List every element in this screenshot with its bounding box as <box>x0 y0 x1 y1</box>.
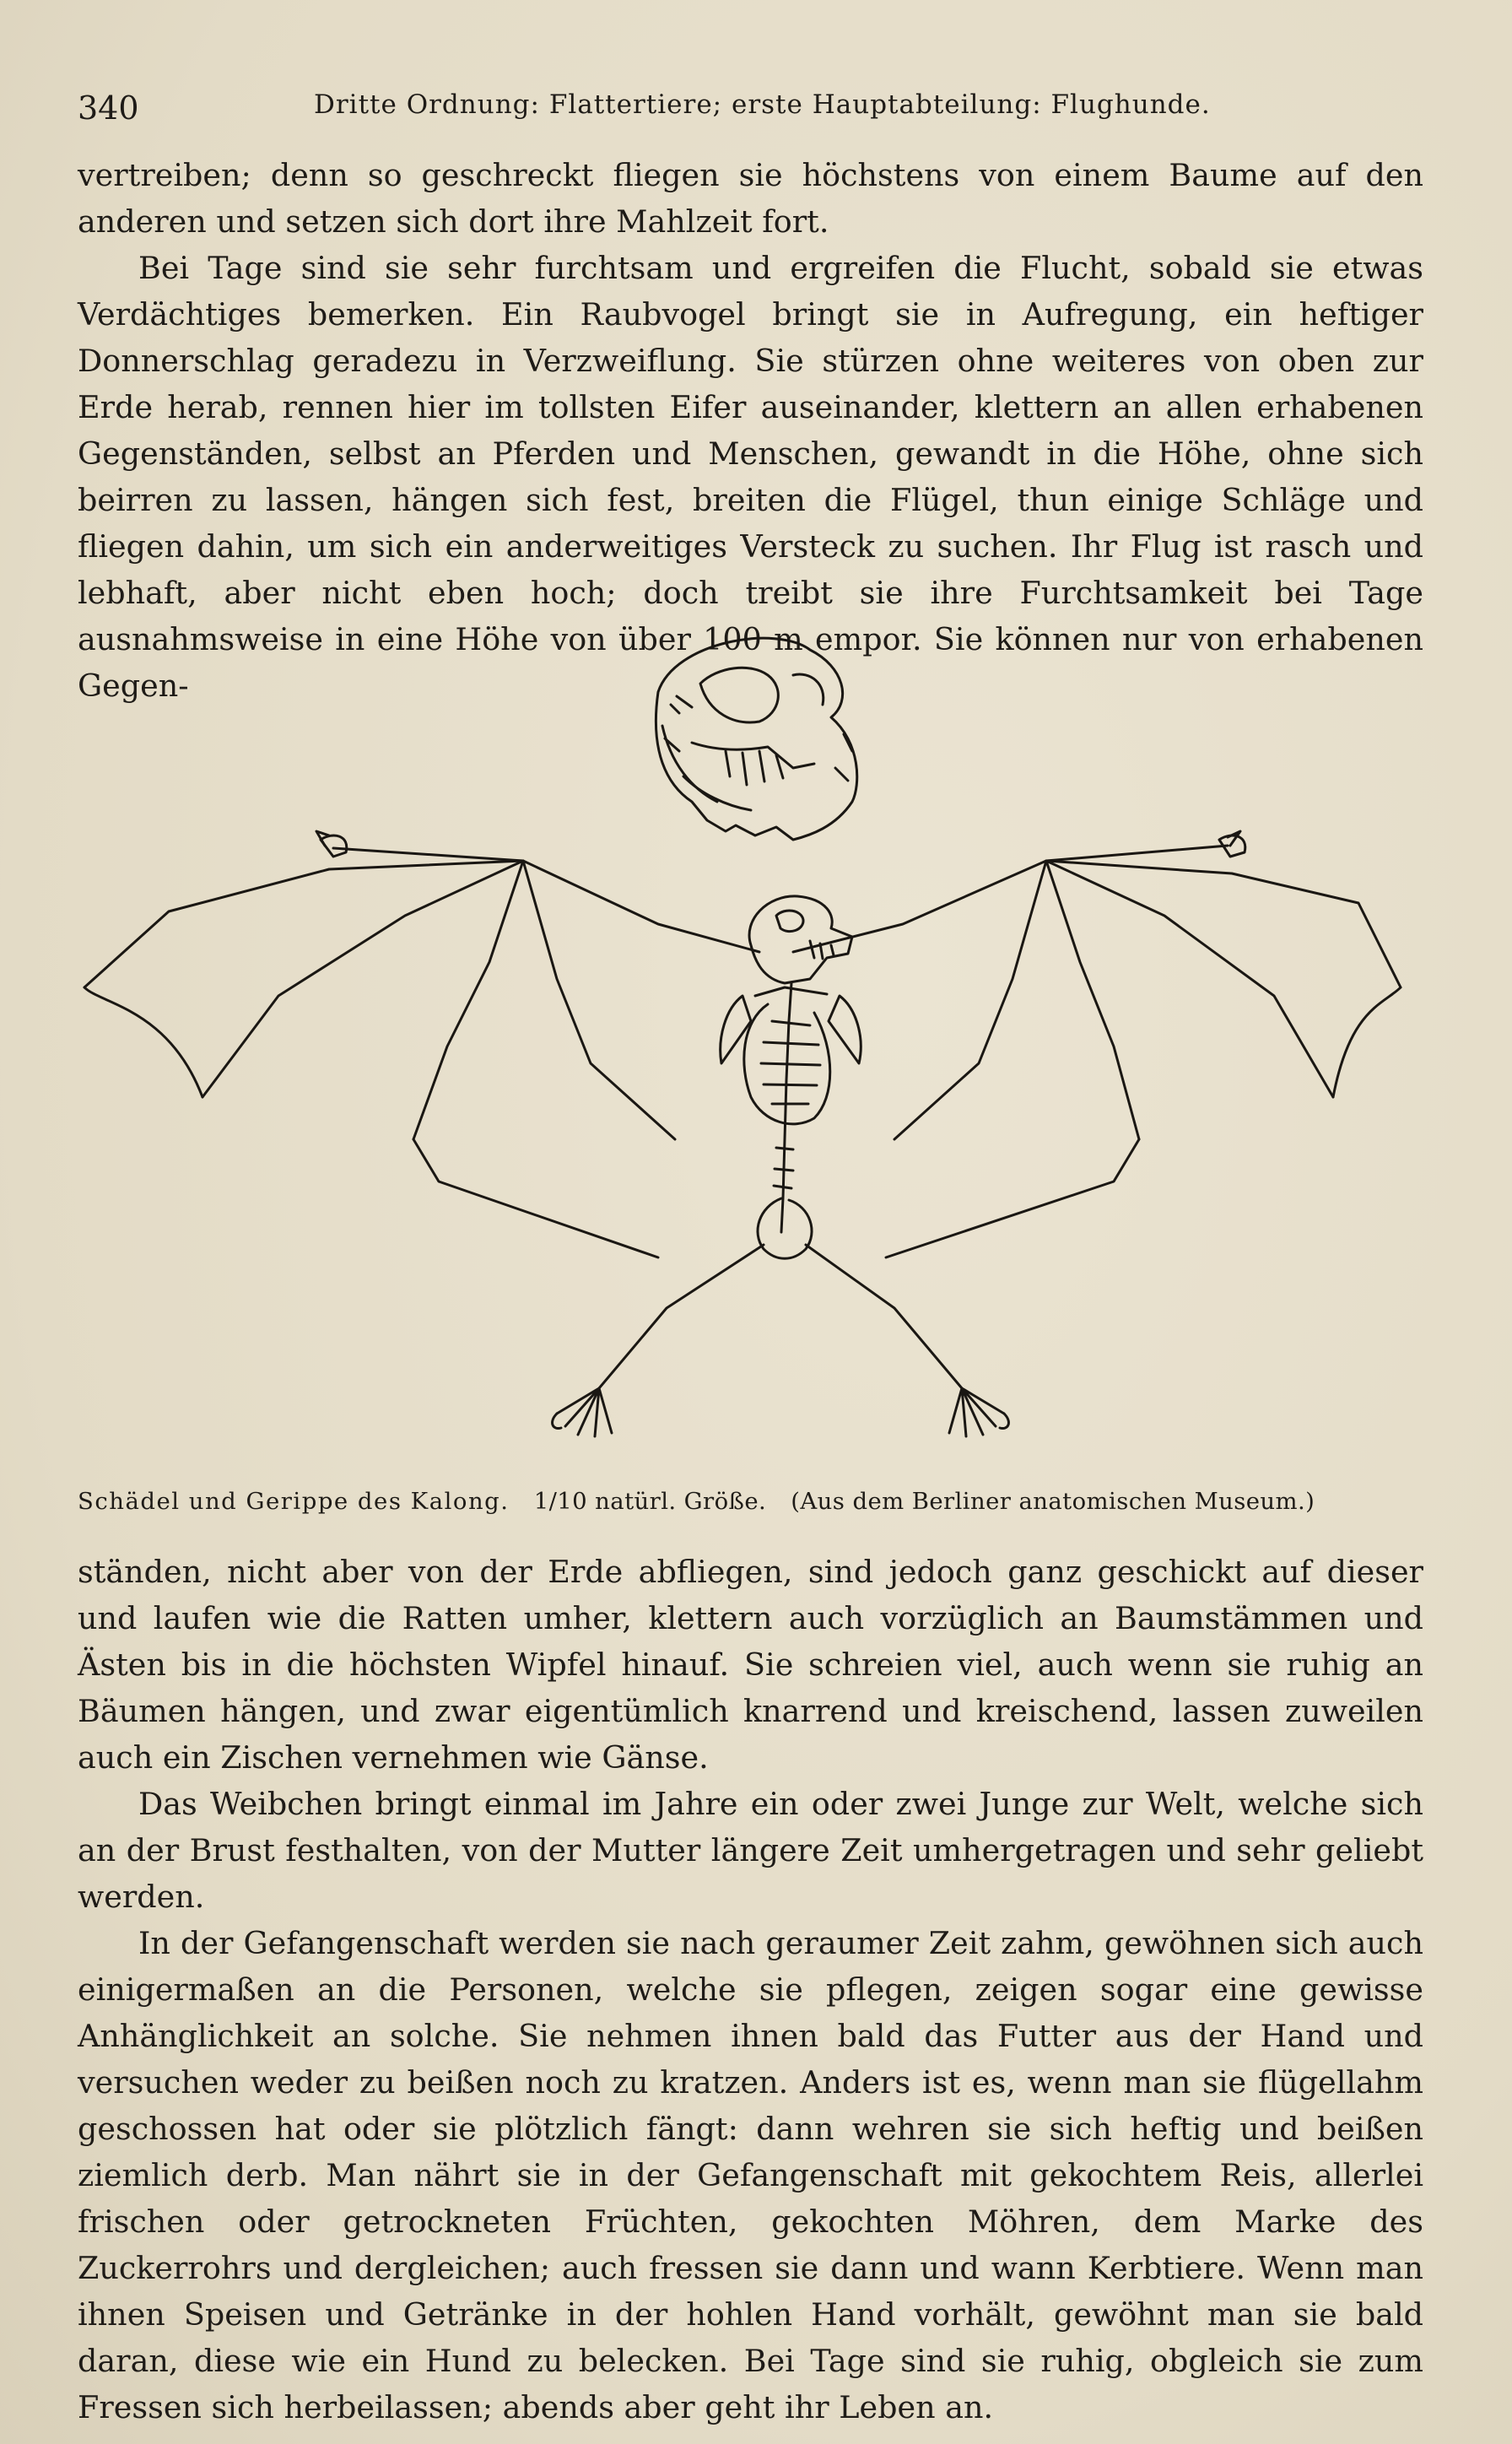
left-wing-drawing <box>84 831 759 1257</box>
paragraph: vertreiben; denn so geschreckt fliegen sie höchstens von einem Baume auf den anderen und setzen sich dort ihre Mahlzeit fort. <box>78 157 1423 240</box>
caption-source: (Aus dem Berliner anatomischen Museum.) <box>791 1488 1315 1515</box>
page-header <box>78 83 1402 133</box>
caption-scale: 1/10 natürl. Größe. <box>533 1488 767 1515</box>
caption-title: Schädel und Gerippe des Kalong. <box>78 1488 510 1515</box>
bat-skeleton-illustration <box>51 625 1443 1485</box>
legs-skeleton-drawing <box>553 1245 1009 1436</box>
running-title: Dritte Ordnung: Flattertiere; erste Hauptabteilung: Flughunde. <box>314 89 1211 120</box>
torso-skeleton-drawing <box>721 983 861 1258</box>
paragraph: ständen, nicht aber von der Erde abfliegen, sind jedoch ganz geschickt auf dieser und laufen wie die Ratten umher, klettern auch vorzüglich an Baumstämmen und Ästen bis in die höchsten Wipfel hinauf. Sie schreien viel, auch wenn sie ruhig an Bäumen hängen, und zwar eigentümlich knarrend und kreischend, lassen zuweilen auch ein Zischen vernehmen wie Gänse. <box>78 1554 1423 1776</box>
paragraph: Das Weibchen bringt einmal im Jahre ein oder zwei Junge zur Welt, welche sich an der Brust festhalten, von der Mutter längere Zeit umhergetragen und sehr geliebt werden. <box>78 1786 1423 1915</box>
body-text-bottom <box>78 1549 1423 2430</box>
large-skull-drawing <box>656 638 856 840</box>
right-wing-drawing <box>793 831 1401 1257</box>
paragraph: Bei Tage sind sie sehr furchtsam und ergreifen die Flucht, sobald sie etwas Verdächtiges bemerken. Ein Raubvogel bringt sie in Aufregung, ein heftiger Donnerschlag geradezu in Verzweiflung. Sie stürzen ohne weiteres von oben zur Erde herab, rennen hier im tollsten Eifer auseinander, klettern an allen erhabenen Gegenständen, selbst an Pferden und Menschen, gewandt in die Höhe, ohne sich beirren zu lassen, hängen sich fest, breiten die Flügel, thun einige Schläge und fliegen dahin, um sich ein anderweitiges Versteck zu suchen. Ihr Flug ist rasch und lebhaft, aber nicht eben hoch; doch treibt sie ihre Furchtsamkeit bei Tage ausnahmsweise in eine Höhe von über 100 m empor. Sie können nur von erhabenen Gegen- <box>78 250 1423 704</box>
paragraph: In der Gefangenschaft werden sie nach geraumer Zeit zahm, gewöhnen sich auch einigermaßen an die Personen, welche sie pflegen, zeigen sogar eine gewisse Anhänglichkeit an solche. Sie nehmen ihnen bald das Futter aus der Hand und versuchen weder zu beißen noch zu kratzen. Anders ist es, wenn man sie flügellahm geschossen hat oder sie plötzlich fängt: dann wehren sie sich heftig und beißen ziemlich derb. Man nährt sie in der Gefangenschaft mit gekochtem Reis, allerlei frischen oder getrockneten Früchten, gekochten Möhren, dem Marke des Zuckerrohrs und dergleichen; auch fressen sie dann und wann Kerbtiere. Wenn man ihnen Speisen und Getränke in der hohlen Hand vorhält, gewöhnt man sie bald daran, diese wie ein Hund zu belecken. Bei Tage sind sie ruhig, obgleich sie zum Fressen sich herbeilassen; abends aber geht ihr Leben an. <box>78 1925 1423 2425</box>
page-number: 340 <box>78 89 139 127</box>
figure-caption <box>78 1488 1444 1515</box>
